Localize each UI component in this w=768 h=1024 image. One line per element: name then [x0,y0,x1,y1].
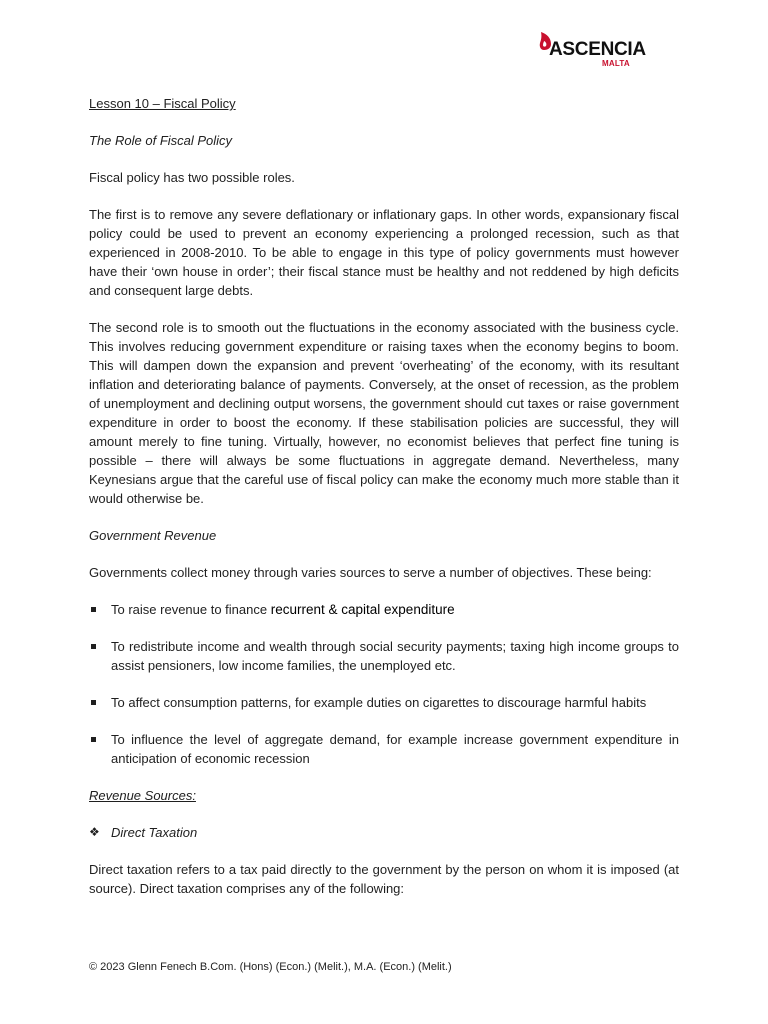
paragraph-second-role: The second role is to smooth out the fluctuations in the economy associated with the business cycle. This involves reducing government expenditure or raising taxes when the economy begins to boom. This will dampen down the expansion and prevent ‘overheating’ of the economy, with its resultant inflation and deteriorating balance of payments. Conversely, at the onset of recession, as the problem of unemployment and declining output worsens, the government should cut taxes or raise government expenditure in order to boost the economy. If these stabilisation policies are successful, they will amount merely to fine tuning. Virtually, however, no economist believes that perfect fine tuning is possible – there will always be some fluctuations in aggregate demand. Nevertheless, many Keynesians argue that the careful use of fiscal policy can make the economy much more stable than it would otherwise be. [89,320,679,506]
term-recurrent: recurrent [270,602,325,617]
direct-taxation-heading-row [89,823,679,842]
square-bullet-icon [91,737,96,742]
revenue-sources-heading: Revenue Sources: [89,788,196,803]
term-capital-expenditure: capital expenditure [341,602,455,617]
logo-text: ASCENCIA [549,39,646,60]
direct-taxation-heading: Direct Taxation [111,825,198,840]
paragraph-objectives: Governments collect money through varies sources to serve a number of objectives. These being: [89,565,652,580]
bullet-text: To affect consumption patterns, for example duties on cigarettes to discourage harmful habits [111,695,647,710]
objectives-list [89,600,679,768]
square-bullet-icon [91,700,96,705]
list-item [89,600,679,619]
ampersand: & [324,602,342,617]
paragraph-first-role: The first is to remove any severe deflationary or inflationary gaps. In other words, expansionary fiscal policy could be used to prevent an economy experiencing a prolonged recession, such as that experienced in 2008-2010. To be able to engage in this type of policy governments must however have their ‘own house in order’; their fiscal stance must be healthy and not reddened by high deficits and consequent large debts. [89,207,679,298]
square-bullet-icon [91,644,96,649]
square-bullet-icon [91,607,96,612]
page-title: Lesson 10 – Fiscal Policy [89,96,236,111]
page-footer: © 2023 Glenn Fenech B.Com. (Hons) (Econ.) (Melit.), M.A. (Econ.) (Melit.) [89,961,452,973]
diamond-bullet-icon: ❖ [89,825,100,839]
logo-subtext: MALTA [602,59,630,68]
bullet-text: To raise revenue to finance [111,602,271,617]
list-item [89,693,679,712]
bullet-text: To redistribute income and wealth through social security payments; taxing high income groups to assist pensioners, low income families, the unemployed etc. [111,639,679,673]
paragraph-intro: Fiscal policy has two possible roles. [89,170,295,185]
list-item [89,637,679,675]
bullet-text: To influence the level of aggregate demand, for example increase government expenditure in anticipation of economic recession [111,732,679,766]
section-heading-revenue: Government Revenue [89,528,217,543]
list-item [89,730,679,768]
paragraph-direct-taxation: Direct taxation refers to a tax paid directly to the government by the person on whom it is imposed (at source). Direct taxation comprises any of the following: [89,862,679,896]
section-heading-role: The Role of Fiscal Policy [89,133,233,148]
ascencia-logo [538,31,648,71]
document-body [89,94,679,916]
